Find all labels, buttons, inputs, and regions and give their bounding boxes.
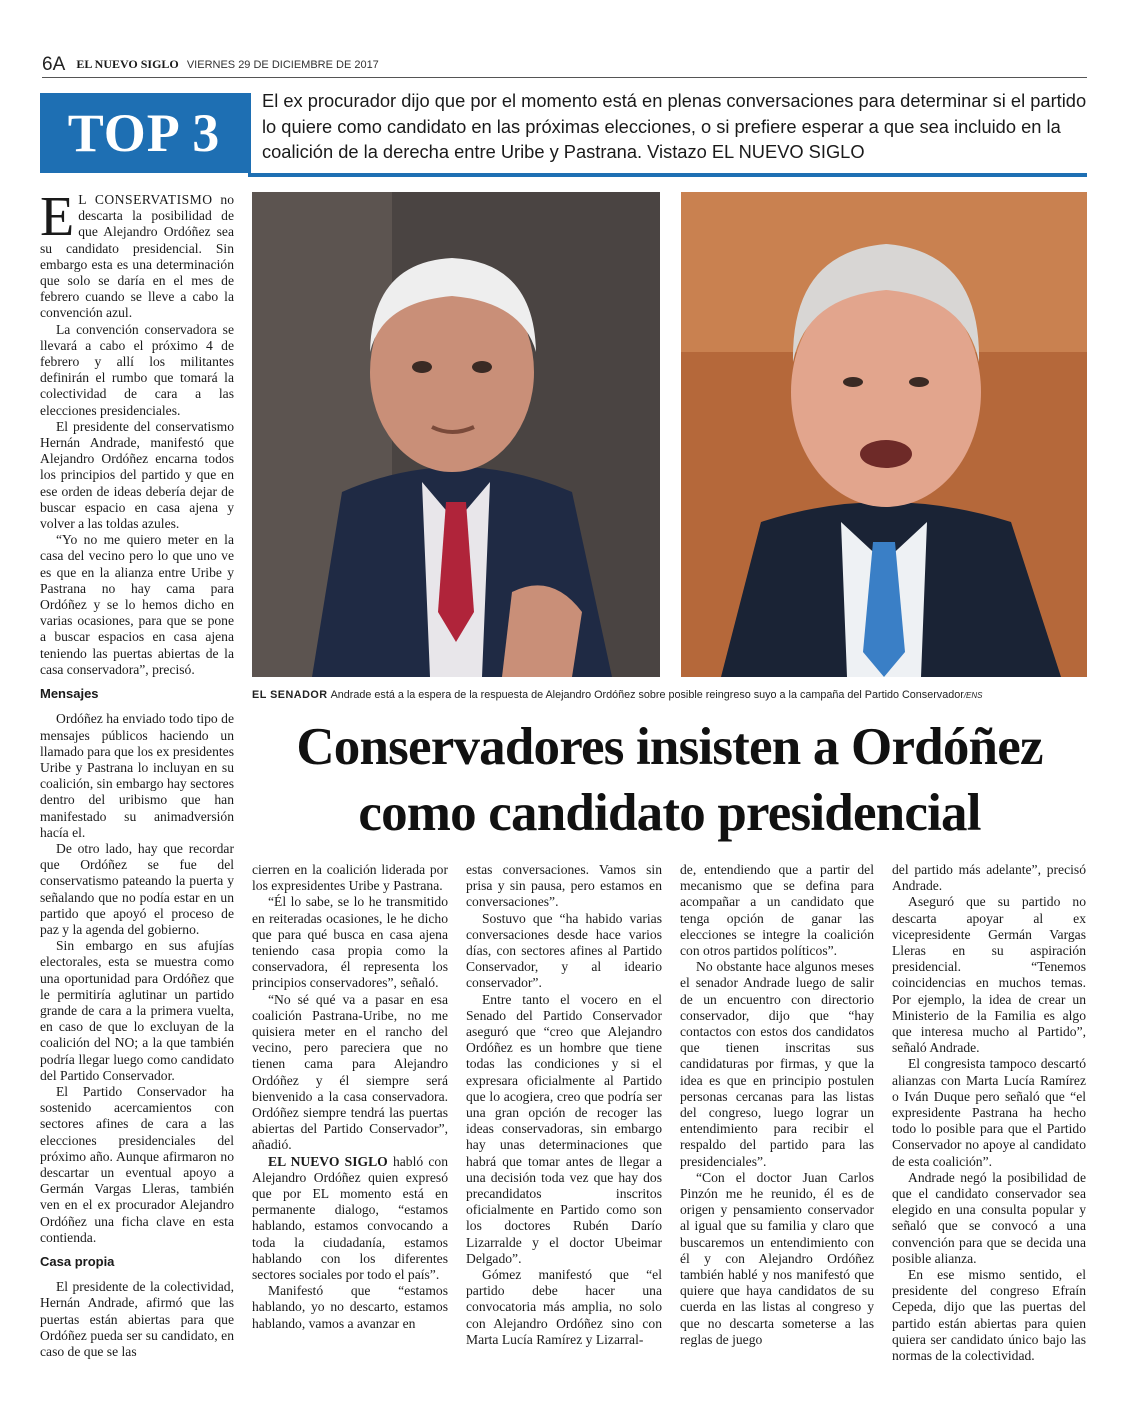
- article-paragraph: El presidente de la colectividad, Hernán Andrade, afirmó que las puertas están abiertas para que Ordóñez pueda ser su candidato, en caso de que se las: [40, 1279, 234, 1360]
- headline-line-1: Conservadores insisten a Ordóñez: [296, 718, 1043, 776]
- article-paragraph: Entre tanto el vocero en el Senado del Partido Conservador aseguró que “creo que Alejandro Ordóñez es un hombre que tiene todas las condiciones y si el expresara oficialmente al Partido que lo acogiera, creo que podría ser una gran opción de recoger las ideas conservadoras, sin embargo hay unas determinaciones que habrá que tomar antes de llegar a una decisión toda vez que hay dos precandidatos inscritos oficialmente en Partido como son los doctores Rubén Darío Lizarralde y el doctor Ubeimar Delgado”.: [466, 991, 662, 1266]
- article-headline: [252, 714, 1087, 846]
- drop-cap: E: [40, 186, 75, 248]
- article-paragraph: “Yo no me quiero meter en la casa del vecino pero lo que uno ve es que en la alianza entre Uribe y Pastrana no hay cama para Ordóñez y se lo hemos dicho en varias ocasiones, para que se pone a buscar espacios en casa ajena teniendo las puertas abiertas de la casa conservadora”, precisó.: [40, 532, 234, 677]
- article-paragraph: Sostuvo que “ha habido varias conversaciones desde hace varios días, con sectores afines al Partido Conservador, y al ideario conservador”.: [466, 910, 662, 991]
- article-paragraph: Aseguró que su partido no descarta apoyar al ex vicepresidente Germán Vargas Lleras en su aspiración presidencial. “Tenemos coincidencias en muchos temas. Por ejemplo, la idea de crear un Ministerio de la Familia es algo que interesa mucho al Partido”, señaló Andrade.: [892, 894, 1086, 1056]
- subheading-mensajes: Mensajes: [40, 686, 99, 702]
- article-paragraph: El presidente del conservatismo Hernán Andrade, manifestó que Alejandro Ordóñez encarna todos los principios del partido y que en ese orden de ideas debería dejar de buscar espacio en casa ajena y volver a las toldas azules.: [40, 418, 234, 532]
- top3-badge: TOP 3: [40, 93, 248, 173]
- photo-caption: [252, 689, 1087, 701]
- portrait-illustration-right: [681, 192, 1087, 677]
- article-paragraph: La convención conservadora se llevará a cabo el próximo 4 de febrero y allí los militantes definirán el rumbo que tomará la colectividad de cara a las elecciones presidenciales.: [40, 321, 234, 418]
- issue-date: VIERNES 29 DE DICIEMBRE DE 2017: [186, 59, 379, 71]
- lead-vertical-rule: [248, 93, 251, 173]
- article-paragraph: de, entendiendo que a partir del mecanismo que se defina para acompañar a un candidato que tenga opción de ganar las elecciones se integre la coalición con otros partidos políticos”.: [680, 862, 874, 959]
- photo-credit: /ENS: [963, 691, 983, 700]
- article-column-1: [40, 186, 234, 1360]
- article-paragraph: El Partido Conservador ha sostenido acercamientos con sectores afines de cara a las elecciones presidenciales del próximo año. Aunque afirmaron no descartar un eventual apoyo a Germán Vargas Lleras, también ven en el ex procurador Alejandro Ordóñez una ficha clave en esta contienda.: [40, 1083, 234, 1245]
- article-paragraph: No obstante hace algunos meses el senador Andrade luego de salir de un encuentro con directorio conservador, dijo que “hay contactos con estos dos candidatos que tienen inscritas sus candidaturas por firmas, y que la idea es que en principio postulen personas cercanas para las listas del congreso, luego lograr un entendimiento para recibir el respaldo del partido para las presidenciales”.: [680, 959, 874, 1169]
- headline-line-2: como candidato presidencial: [358, 784, 981, 842]
- article-paragraph: estas conversaciones. Vamos sin prisa y sin pausa, pero estamos en conversaciones”.: [466, 862, 662, 910]
- publication-name: EL NUEVO SIGLO: [76, 57, 179, 71]
- article-paragraph: “No sé qué va a pasar en esa coalición Pastrana-Uribe, no me quisiera meter en el rancho del vecino, pero pareciera que no tienen cama para Alejandro Ordóñez y él siempre será bienvenido a la casa conservadora. Ordóñez siempre tendrá las puertas abiertas del Partido Conservador”, añadió.: [252, 991, 448, 1153]
- folio-divider: [42, 77, 1087, 78]
- article-paragraph: Sin embargo en sus afujías electorales, esta se muestra como una oportunidad para Ordóñez que le permitiría aglutinar un partido grande de cara a la primera vuelta, en caso de que lo excluyan de la coalición del NO; a la que también podría llegar luego como candidato del Partido Conservador.: [40, 938, 234, 1083]
- article-paragraph: De otro lado, hay que recordar que Ordóñez se fue del conservatismo pateando la puerta y señalando que no podía estar en un partido que apoyó el proceso de paz y la agenda del gobierno.: [40, 840, 234, 937]
- opening-smallcaps: L CONSERVATISMO: [78, 192, 213, 207]
- article-paragraph: del partido más adelante”, precisó Andrade.: [892, 862, 1086, 894]
- caption-text: Andrade está a la espera de la respuesta de Alejandro Ordóñez sobre posible reingreso suyo a la campaña del Partido Conservador: [330, 689, 964, 701]
- page-number: 6A: [42, 54, 66, 75]
- article-paragraph: E L CONSERVATISMO no descarta la posibilidad de que Alejandro Ordóñez sea su candidato presidencial. Sin embargo esta es una determinación que solo se daría en el mes de febrero cuando se lleve a cabo la convención azul.: [40, 186, 234, 321]
- article-column-2: [252, 862, 448, 1332]
- article-column-4: [680, 862, 874, 1348]
- page-folio: [42, 52, 1087, 76]
- photo-ordonez: [252, 192, 660, 677]
- portrait-illustration-left: [252, 192, 660, 677]
- caption-label: EL SENADOR: [252, 689, 328, 701]
- kicker-publication: EL NUEVO SIGLO: [268, 1153, 388, 1169]
- article-paragraph: Ordóñez ha enviado todo tipo de mensajes públicos haciendo un llamado para que los ex presidentes Uribe y Pastrana lo incluyan en su coalición, sin embargo hay sectores dentro del uribismo que han manifestado su animadversión hacía el.: [40, 711, 234, 840]
- lead-summary: El ex procurador dijo que por el momento está en plenas conversaciones para determinar si el partido lo quiere como candidato en las próximas elecciones, o si prefiere esperar a que sea incluido en la coalición de la derecha entre Uribe y Pastrana. Vistazo EL NUEVO SIGLO: [262, 90, 1087, 162]
- article-column-3: [466, 862, 662, 1348]
- article-paragraph: “Con el doctor Juan Carlos Pinzón me he reunido, él es de origen y pensamiento conservador al igual que su familia y claro que buscaremos un entendimiento con él y con Alejandro Ordóñez también hablé y nos manifestó que quiere que haya candidatos de su cuerda en las listas al congreso y que no descarta someterse a las reglas de juego: [680, 1169, 874, 1347]
- article-paragraph: El congresista tampoco descartó alianzas con Marta Lucía Ramírez o Iván Duque pero señaló que “el expresidente Pastrana ha hecho todo lo posible para que el Partido Conservador no apoye al candidato de esta coalición”.: [892, 1056, 1086, 1169]
- article-paragraph: cierren en la coalición liderada por los expresidentes Uribe y Pastrana.: [252, 862, 448, 894]
- lead-bottom-rule: [248, 173, 1087, 177]
- photo-andrade: [681, 192, 1087, 677]
- subheading-casa-propia: Casa propia: [40, 1254, 115, 1269]
- article-column-5: [892, 862, 1086, 1364]
- article-paragraph: En ese mismo sentido, el presidente del congreso Efraín Cepeda, dijo que las puertas del partido están abiertas para quien quiera ser candidato único bajo las normas de la colectividad.: [892, 1267, 1086, 1364]
- article-paragraph: Andrade negó la posibilidad de que el candidato conservador sea elegido en una consulta popular y señaló que se convocó a una convención para que se decida una posible alianza.: [892, 1169, 1086, 1266]
- article-paragraph: Gómez manifestó que “el partido debe hacer una convocatoria más amplia, no solo con Alejandro Ordóñez sino con Marta Lucía Ramírez y Lizarral-: [466, 1267, 662, 1347]
- article-paragraph: EL NUEVO SIGLO habló con Alejandro Ordóñez quien expresó que por EL momento está en permanente dialogo, “estamos hablando, estamos convocando a toda la ciudadanía, estamos hablando con los diferentes sectores sociales por todo el país”.: [252, 1153, 448, 1283]
- article-paragraph: “Él lo sabe, se lo he transmitido en reiteradas ocasiones, le he dicho que para qué busca en casa ajena teniendo casa propia como la conservadora, él representa los principios conservadores”, señaló.: [252, 894, 448, 991]
- article-paragraph: Manifestó que “estamos hablando, yo no descarto, estamos hablando, vamos a avanzar en: [252, 1283, 448, 1331]
